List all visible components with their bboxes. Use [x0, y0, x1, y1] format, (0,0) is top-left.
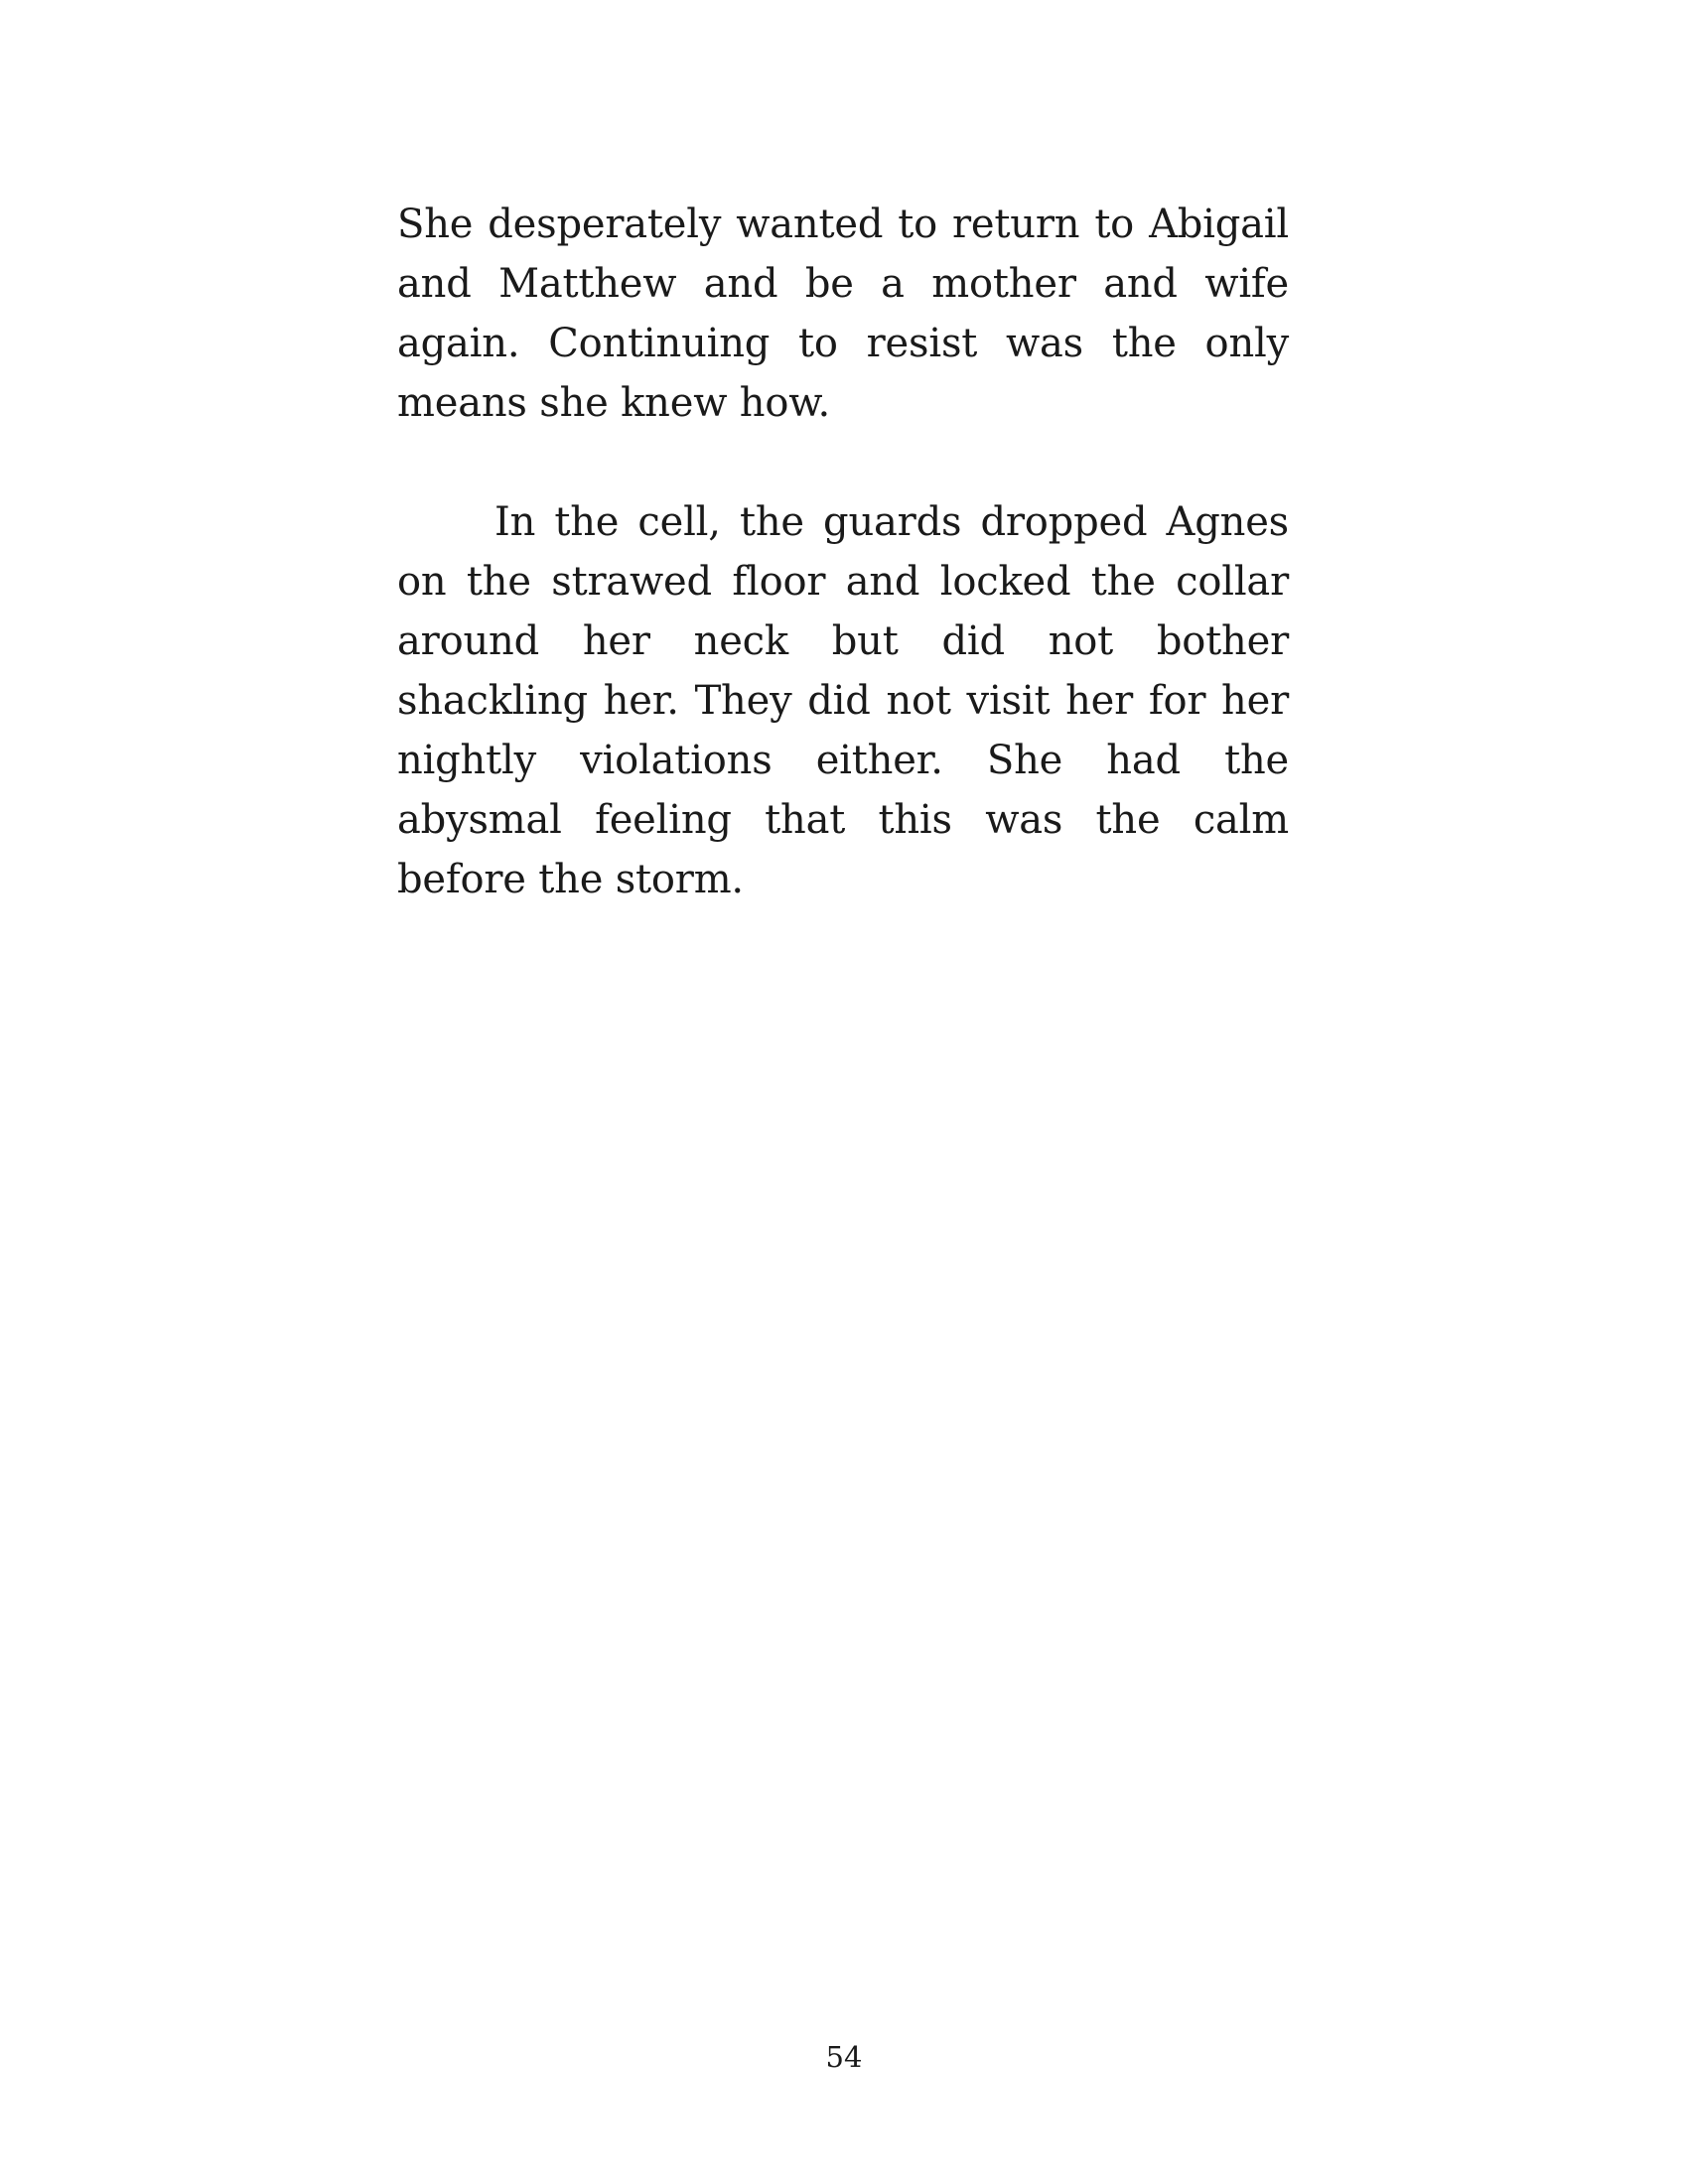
body-text — [397, 195, 1289, 909]
paragraph-2: In the cell, the guards dropped Agnes on the strawed floor and locked the collar around her neck but did not bother shackling her. They did not visit her for her nightly violations either. She had the abysmal feeling that this was the calm before the storm. — [397, 499, 1289, 902]
page-number: 54 — [825, 2040, 863, 2074]
paragraph-1: She desperately wanted to return to Abigail and Matthew and be a mother and wife again. Continuing to resist was the only means she knew how. — [397, 202, 1289, 426]
